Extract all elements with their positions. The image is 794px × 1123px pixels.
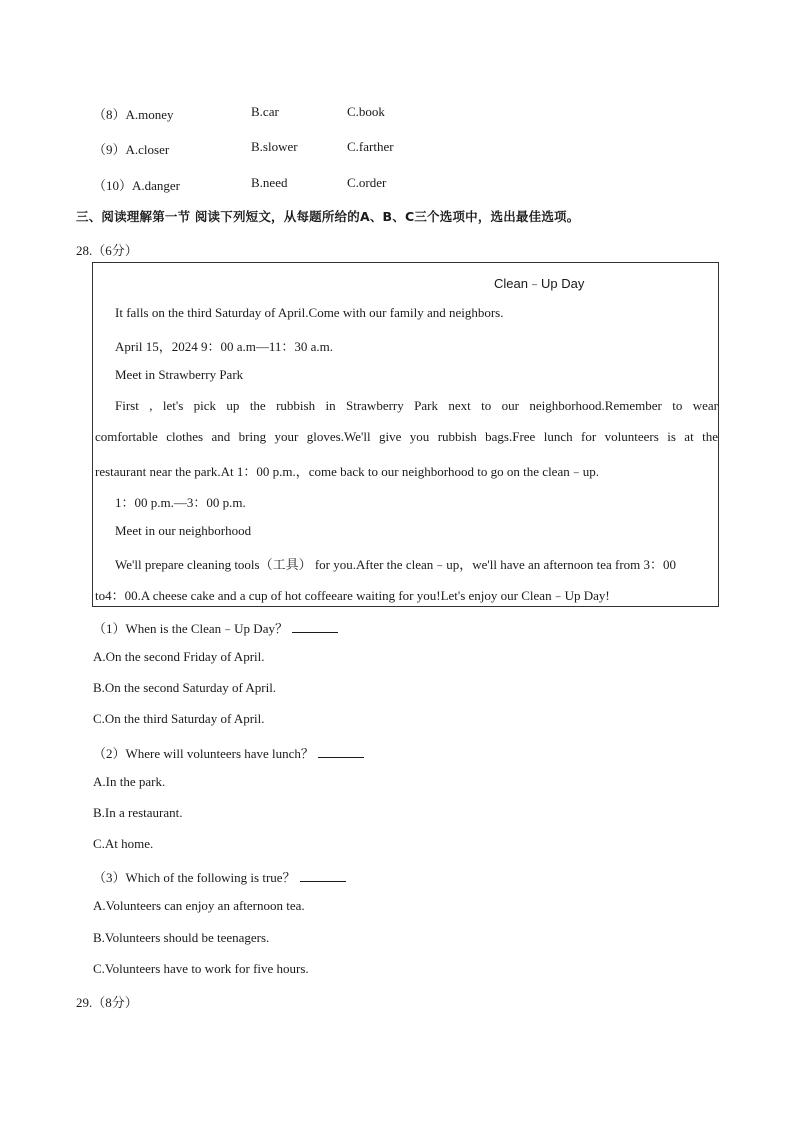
option-a: （9）A.closer [93,142,170,157]
answer-blank[interactable] [318,745,364,758]
sub-question-2 [93,743,364,762]
option-c: C.book [347,104,385,119]
choice: C.Volunteers have to work for five hours. [93,961,309,976]
option-a: （8）A.money [93,107,174,122]
choice: C.On the third Saturday of April. [93,711,265,726]
option-a: （10）A.danger [93,178,181,193]
option-c: C.order [347,175,387,190]
sub-question-text: （2）Where will volunteers have lunch？ [93,746,314,761]
sub-question-text: （3）Which of the following is true？ [93,870,296,885]
question-28-label: 28.（6分） [76,243,138,258]
option-b: B.slower [251,139,298,154]
passage-line: restaurant near the park.At 1：00 p.m.，come back to our neighborhood to go on the clean﹣up. [95,464,599,479]
sub-question-3 [93,867,346,886]
passage-line: We'll prepare cleaning tools（工具） for you.After the clean﹣up，we'll have an afternoon tea from 3：00 [115,557,677,572]
section-title: 三、阅读理解第一节 阅读下列短文，从每题所给的A、B、C三个选项中，选出最佳选项。 [76,209,580,224]
sub-question-text: （1）When is the Clean﹣Up Day？ [93,621,288,636]
choice: B.In a restaurant. [93,805,183,820]
choice: A.On the second Friday of April. [93,649,265,664]
passage-box [92,262,719,607]
option-b: B.need [251,175,288,190]
option-b: B.car [251,104,279,119]
passage-line: Meet in our neighborhood [115,523,252,538]
question-29-label: 29.（8分） [76,995,138,1010]
sub-question-1 [93,618,338,637]
passage-line: First , let's pick up the rubbish in Strawberry Park next to our neighborhood.Remember to wear [115,398,718,413]
choice: A.Volunteers can enjoy an afternoon tea. [93,898,305,913]
option-c: C.farther [347,139,394,154]
passage-line: Meet in Strawberry Park [115,367,244,382]
passage-line: to4：00.A cheese cake and a cup of hot coffeeare waiting for you!Let's enjoy our Clean﹣Up Day! [95,588,610,603]
answer-blank[interactable] [300,869,346,882]
passage-line: April 15，2024 9：00 a.m—11：30 a.m. [115,339,333,354]
choice: C.At home. [93,836,154,851]
choice: A.In the park. [93,774,166,789]
choice: B.On the second Saturday of April. [93,680,277,695]
passage-line: 1：00 p.m.—3：00 p.m. [115,495,246,510]
choice: B.Volunteers should be teenagers. [93,930,270,945]
passage-line: It falls on the third Saturday of April.Come with our family and neighbors. [115,305,504,320]
passage-title: Clean﹣Up Day [494,276,585,291]
passage-line: comfortable clothes and bring your gloves.We'll give you rubbish bags.Free lunch for volunteers is at the [95,429,718,444]
answer-blank[interactable] [292,620,338,633]
